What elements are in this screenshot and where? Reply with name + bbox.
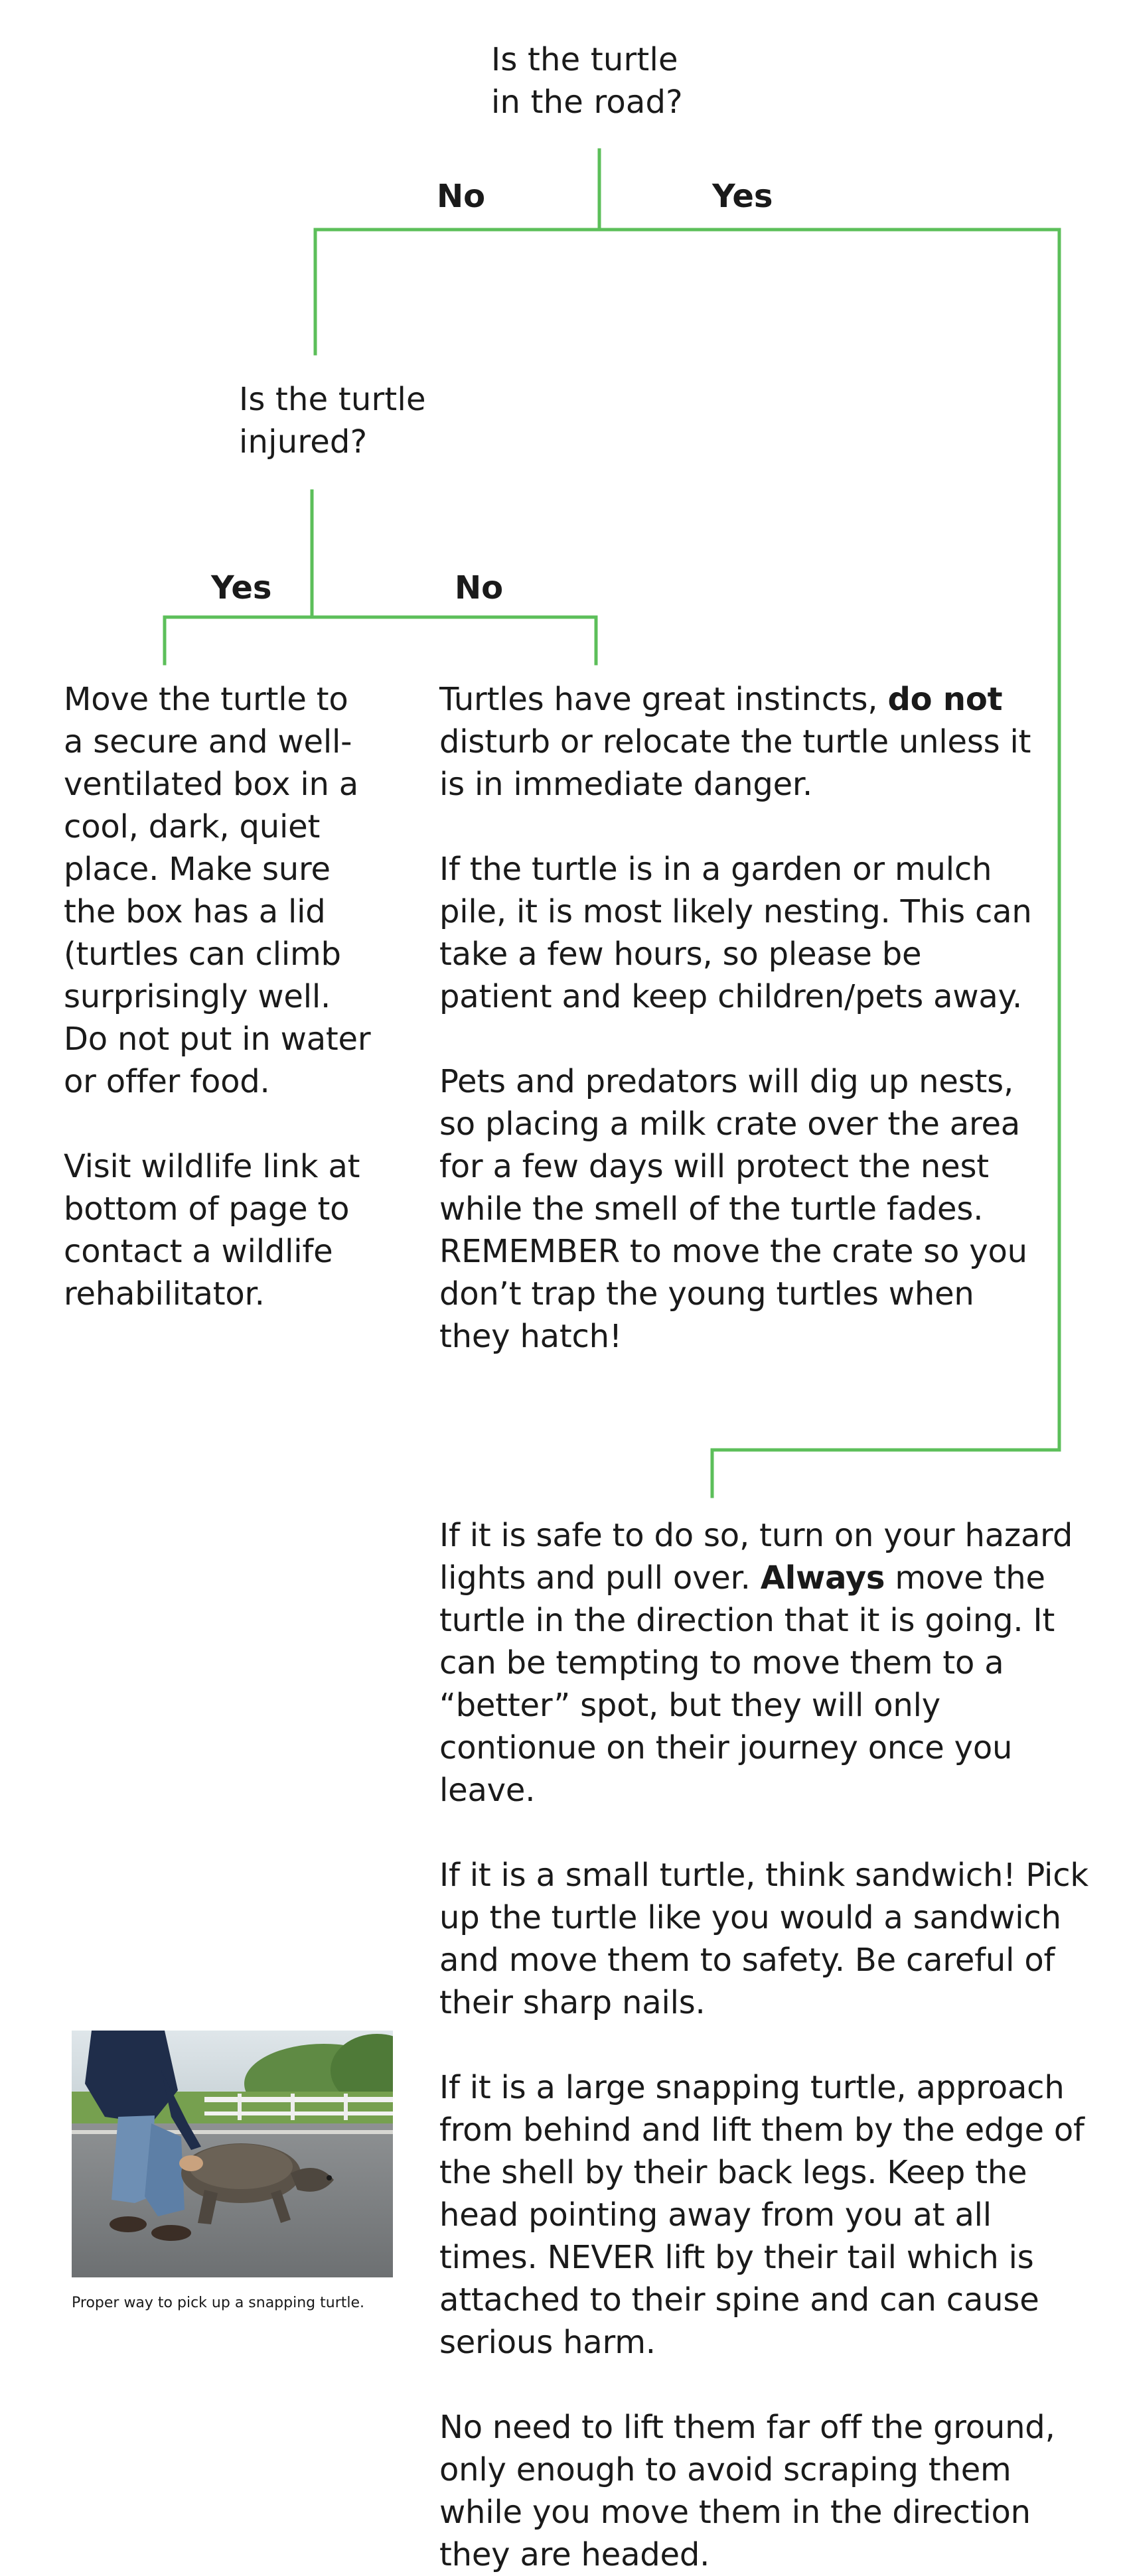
road-yes-p1-bold: Always [760,1559,885,1597]
injured-no-paragraph-2: If the turtle is in a garden or mulch pile, it is most likely nesting. This can take a few hours, so please be patient and keep children/pets away. [439,851,1032,1015]
root-branch-yes-label: Yes [712,178,773,215]
root-question-line-1: Is the turtle [491,41,678,78]
road-yes-paragraph-2: If it is a small turtle, think sandwich! Pick up the turtle like you would a sandwich and move them to safety. Be careful of their sharp nails. [439,1857,1088,2021]
injured-yes-instructions [64,678,376,1315]
root-question [491,38,730,123]
road-yes-paragraph-3: If it is a large snapping turtle, approach from behind and lift them by the edge of the shell by their back legs. Keep the head pointing away from you at all times. NEVER lift by their tail which is attached to their spine and can cause serious harm. [439,2069,1084,2361]
injured-no-paragraph-3: Pets and predators will dig up nests, so placing a milk crate over the area for a few days will protect the nest while the smell of the turtle fades. REMEMBER to move the crate so you don’t trap the young turtles when they hatch! [439,1063,1027,1355]
injured-yes-paragraph-2: Visit wildlife link at bottom of page to contact a wildlife rehabilitator. [64,1148,360,1313]
injured-question-line-1: Is the turtle [239,381,426,418]
injured-branch-yes-label: Yes [211,569,272,607]
snapping-turtle-photo [72,2031,393,2277]
injured-question-line-2: injured? [239,423,368,461]
yes-branch-return-line [712,1450,1059,1496]
injured-branch-no-label: No [455,569,504,607]
injured-yes-paragraph-1: Move the turtle to a secure and well-ventilated box in a cool, dark, quiet place. Make sure the box has a lid (turtles can climb surprisingly well. Do not put in water or offer food. [64,681,371,1100]
injured-no-instructions [439,678,1037,1358]
road-yes-paragraph-4: No need to lift them far off the ground, only enough to avoid scraping them while you move them in the direction they are headed. [439,2409,1055,2573]
photo-caption: Proper way to pick up a snapping turtle. [72,2295,364,2311]
root-branch-no-label: No [437,178,486,215]
snapping-turtle-illustration [72,2031,393,2277]
injured-no-p1-text-b: disturb or relocate the turtle unless it is in immediate danger. [439,723,1031,803]
injured-no-p1-text-a: Turtles have great instincts, [439,681,888,718]
injured-question [239,378,465,463]
road-yes-paragraph-1 [439,1514,1096,1812]
injured-no-paragraph-1 [439,678,1037,806]
root-question-line-2: in the road? [491,84,683,121]
road-yes-p1-text-b: move the turtle in the direction that it is going. It can be tempting to move them to a “better” spot, but they will only contionue on their journey once you leave. [439,1559,1055,1809]
road-yes-p1-text-a: If it is safe to do so, turn on your hazard lights and pull over. [439,1517,1073,1597]
injured-no-p1-bold: do not [887,681,1003,718]
road-yes-instructions [439,1514,1096,2576]
